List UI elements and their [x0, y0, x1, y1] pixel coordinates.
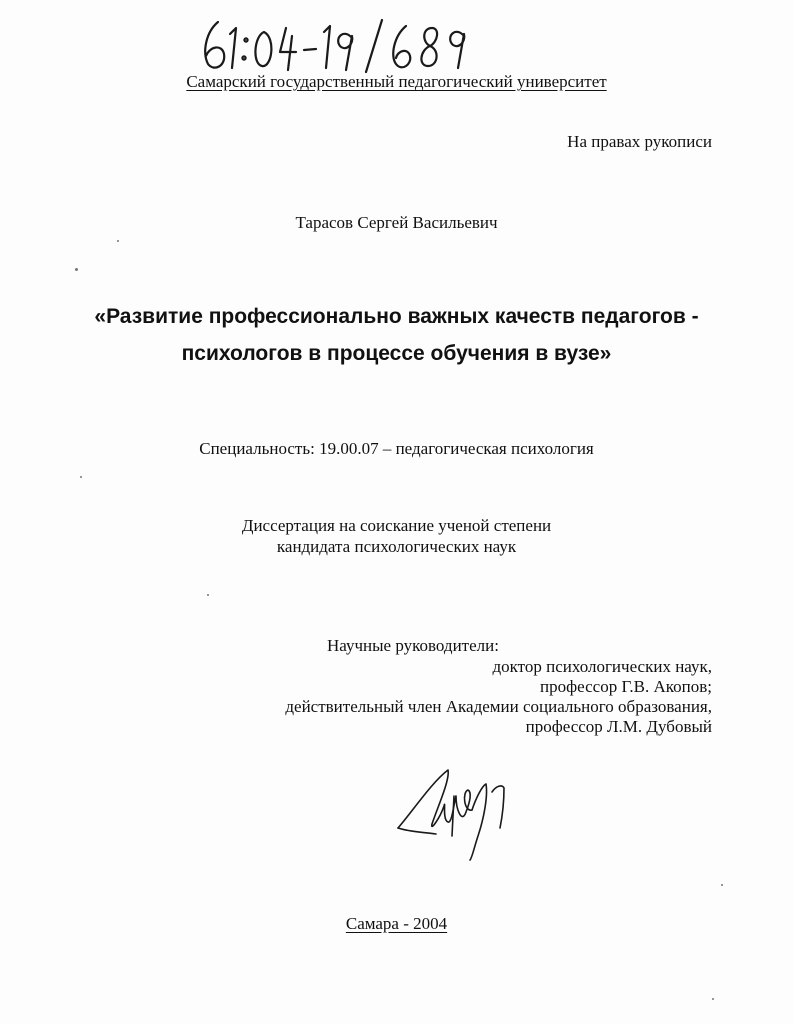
dissertation-title-line1: «Развитие профессионально важных качеств педагогов - — [94, 305, 699, 328]
dissertation-degree-line2: кандидата психологических наук — [276, 537, 517, 556]
place-and-year: Самара - 2004 — [345, 914, 448, 933]
scan-speck — [117, 240, 119, 242]
supervisors-heading: Научные руководители: — [327, 636, 499, 655]
author-name: Тарасов Сергей Васильевич — [295, 213, 498, 232]
university-name: Самарский государственный педагогический университет — [186, 72, 607, 91]
specialty: Специальность: 19.00.07 – педагогическая психология — [199, 439, 594, 458]
scan-speck — [75, 268, 78, 271]
handwritten-archive-number — [196, 14, 486, 74]
manuscript-rights: На правах рукописи — [567, 132, 712, 151]
supervisor-line3: действительный член Академии социального образования, — [285, 697, 712, 716]
supervisor-line1: доктор психологических наук, — [492, 657, 712, 676]
scan-speck — [712, 998, 714, 1000]
scan-speck — [721, 884, 723, 886]
scan-speck — [80, 476, 82, 478]
signature — [392, 762, 516, 862]
dissertation-title-line2: психологов в процессе обучения в вузе» — [181, 342, 612, 365]
scan-speck — [207, 594, 209, 596]
supervisor-line4: профессор Л.М. Дубовый — [525, 717, 712, 736]
supervisor-line2: профессор Г.В. Акопов; — [540, 677, 712, 696]
dissertation-degree-line1: Диссертация на соискание ученой степени — [241, 516, 552, 535]
